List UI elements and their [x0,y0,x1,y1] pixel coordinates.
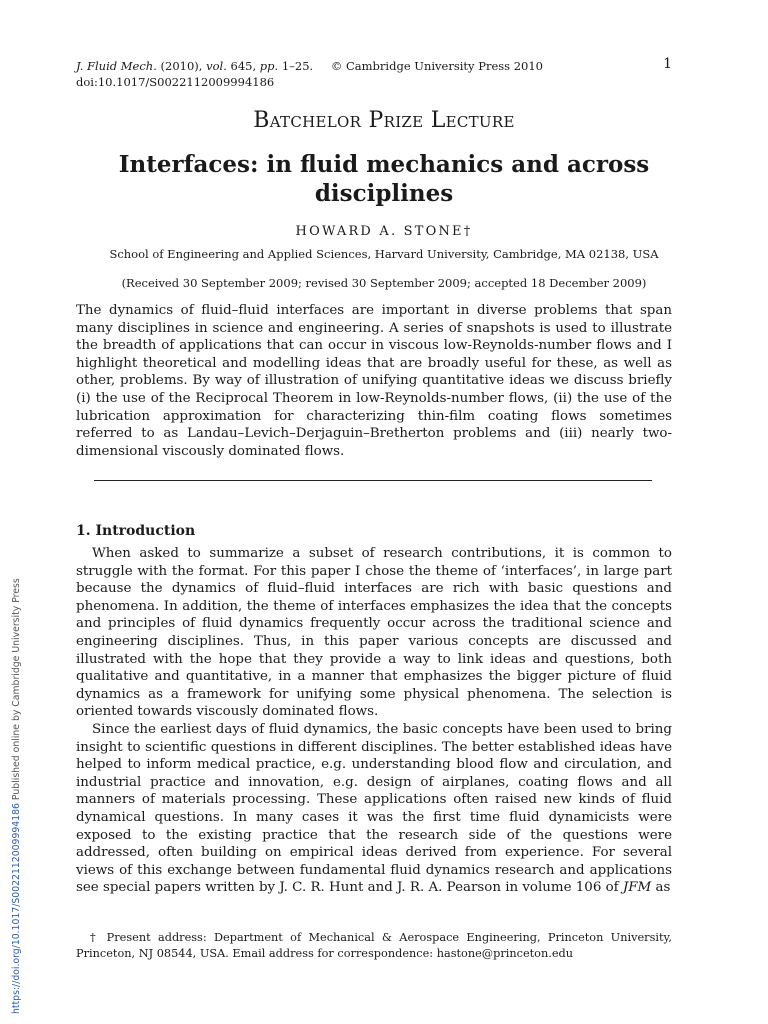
journal-abbrev: JFM [622,880,652,896]
page-number: 1 [663,56,672,72]
copyright-notice: © Cambridge University Press 2010 [330,59,543,73]
footnote [76,930,672,962]
author-name: HOWARD A. STONE† [295,224,473,239]
lecture-label: Batchelor Prize Lecture [253,108,515,133]
volume-label: vol. [206,59,227,73]
abstract: The dynamics of fluid–fluid interfaces are important in diverse problems that span many disciplines in science and engineering. A series of snapshots is used to illustrate the breadth of applications that can occur in viscous low-Reynolds-number flows and I highlight theoretical and modelling ideas that are broadly useful for these, as well as other, problems. By way of illustration of unifying quantitative ideas we discuss briefly (i) the use of the Reciprocal Theorem in low-Reynolds-number flows, (ii) the use of the lubrication approximation for characterizing thin-film coating flows sometimes referred to as Landau–Levich–Derjaguin–Bretherton problems and (iii) nearly two-dimensional viscously dominated flows. [76,303,672,459]
side-publication-note [11,578,22,1014]
published-online-text: Published online by Cambridge University Press [11,578,22,801]
abstract-divider [94,480,652,481]
paragraph-text: Since the earliest days of fluid dynamics, the basic concepts have been used to bring insight to scientific questions in different disciplines. The better established ideas have helped to inform medical practice, e.g. understanding blood flow and circulation, and industrial practice and innovation, e.g. design of airplanes, coating flows and all manners of materials processing. These applications often raised new kinds of fluid dynamical questions. In many cases it was the first time fluid dynamicists were exposed to the existing practice that the research side of the questions were addressed, often building on empirical ideas derived from experience. For several views of this exchange between fundamental fluid dynamics research and applications see special papers written by J. C. R. Hunt and J. R. A. Pearson in volume 106 of [76,721,672,896]
paragraph-tail: as [655,880,671,896]
received-dates: (Received 30 September 2009; revised 30 September 2009; accepted 18 December 2009) [121,276,647,290]
paper-title: Interfaces: in fluid mechanics and across disciplines [118,151,650,207]
doi-link[interactable]: https://doi.org/10.1017/S0022112009994186 [11,803,22,1014]
volume-number: 645, [230,59,257,73]
journal-year: (2010), [160,59,203,73]
doi-line: doi:10.1017/S0022112009994186 [76,75,275,89]
journal-header [76,58,543,90]
section-body [76,545,672,897]
paragraph [76,721,672,897]
pages-range: 1–25. [281,59,314,73]
paragraph: When asked to summarize a subset of research contributions, it is common to struggle with the format. For this paper I chose the theme of ‘interfaces’, in large part because the dynamics of fluid–fluid interfaces are rich with basic questions and phenomena. In addition, the theme of interfaces emphasizes the idea that the concepts and principles of fluid dynamics frequently occur across the traditional science and engineering disciplines. Thus, in this paper various concepts are discussed and illustrated with the hope that they provide a way to link ideas and questions, both qualitative and quantitative, in a manner that emphasizes the bigger picture of fluid dynamics as a framework for unifying some physical phenomena. The selection is oriented towards viscously dominated flows. [76,546,672,720]
journal-name: J. Fluid Mech. [76,59,157,73]
pages-label: pp. [259,59,279,73]
section-heading: 1. Introduction [76,523,196,539]
footnote-text: † Present address: Department of Mechanical & Aerospace Engineering, Princeton University, Princeton, NJ 08544, USA. Email address for correspondence: hastone@princeton.edu [76,931,672,960]
author-affiliation: School of Engineering and Applied Sciences, Harvard University, Cambridge, MA 02138, USA [109,247,659,261]
